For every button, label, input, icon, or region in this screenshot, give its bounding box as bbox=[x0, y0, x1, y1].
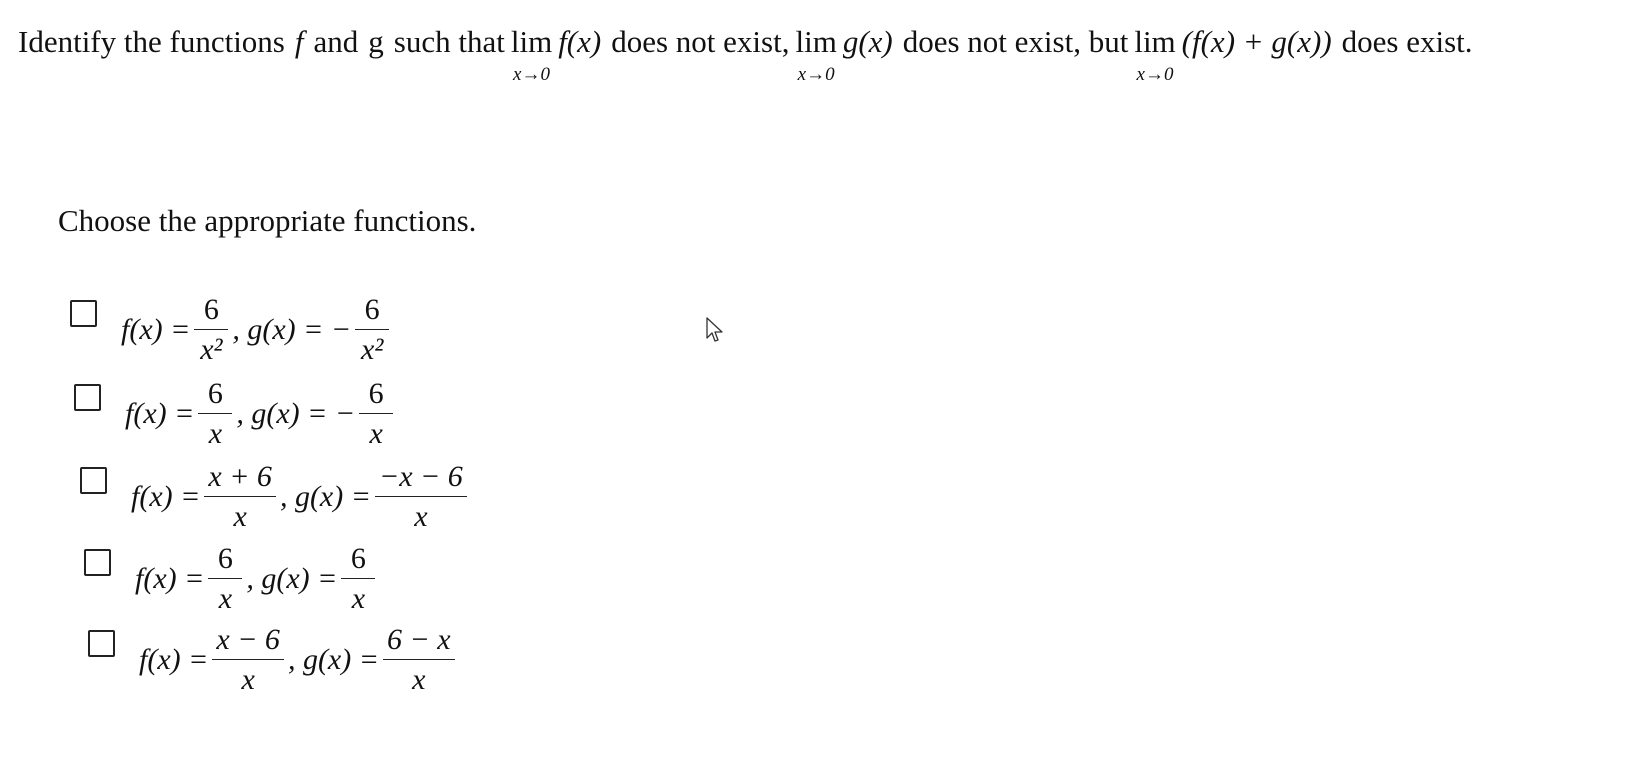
g-numerator: −x − 6 bbox=[375, 461, 467, 497]
f-numerator: x − 6 bbox=[212, 624, 284, 660]
g-denominator: x bbox=[369, 416, 383, 450]
question-text bbox=[18, 20, 1473, 84]
g-denominator: x bbox=[414, 499, 428, 533]
g-fraction bbox=[359, 378, 393, 449]
g-label: , g(x) = bbox=[279, 479, 371, 513]
lim-subscript: x→0 bbox=[1136, 64, 1174, 85]
g-label: , g(x) = bbox=[246, 561, 338, 595]
g-denominator: x bbox=[412, 662, 426, 696]
f-numerator: 6 bbox=[198, 378, 232, 414]
answer-option-4[interactable] bbox=[84, 543, 379, 614]
g-numerator: 6 − x bbox=[383, 624, 455, 660]
f-denominator: x bbox=[233, 499, 247, 533]
question-and: and bbox=[313, 24, 359, 59]
checkbox-unchecked-icon[interactable] bbox=[80, 467, 107, 494]
g-denominator: x² bbox=[361, 332, 384, 366]
f-denominator: x² bbox=[200, 332, 223, 366]
f-fraction bbox=[198, 378, 232, 449]
lim-word: lim bbox=[510, 24, 553, 59]
g-fraction bbox=[355, 294, 389, 365]
lim-subscript: x→0 bbox=[797, 64, 835, 85]
f-label: f(x) = bbox=[139, 642, 209, 676]
g-fraction bbox=[383, 624, 455, 695]
option-expression bbox=[135, 543, 379, 614]
question-dne2: does not exist, but bbox=[902, 24, 1129, 59]
option-expression bbox=[121, 294, 393, 365]
g-numerator: 6 bbox=[359, 378, 393, 414]
checkbox-unchecked-icon[interactable] bbox=[74, 384, 101, 411]
f-denominator: x bbox=[241, 662, 255, 696]
f-numerator: 6 bbox=[208, 543, 242, 579]
f-fraction bbox=[208, 543, 242, 614]
option-expression bbox=[131, 461, 471, 532]
g-label: , g(x) = − bbox=[236, 396, 356, 430]
question-such-that: such that bbox=[393, 24, 505, 59]
question-dne1: does not exist, bbox=[611, 24, 790, 59]
lim-word: lim bbox=[1134, 24, 1176, 59]
g-denominator: x bbox=[351, 581, 366, 615]
question-fx: f(x) bbox=[558, 24, 602, 59]
question-prefix: Identify the functions bbox=[18, 24, 285, 59]
checkbox-unchecked-icon[interactable] bbox=[70, 300, 97, 327]
answer-option-1[interactable] bbox=[70, 294, 393, 365]
limit-3 bbox=[1134, 20, 1175, 84]
prompt-text: Choose the appropriate functions. bbox=[58, 203, 477, 238]
f-denominator: x bbox=[218, 581, 233, 615]
question-g: g bbox=[368, 24, 384, 59]
g-numerator: 6 bbox=[355, 294, 389, 330]
checkbox-unchecked-icon[interactable] bbox=[88, 630, 115, 657]
question-f: f bbox=[294, 24, 304, 59]
f-label: f(x) = bbox=[135, 561, 205, 595]
g-label: , g(x) = − bbox=[232, 312, 352, 346]
f-label: f(x) = bbox=[125, 396, 195, 430]
f-numerator: 6 bbox=[194, 294, 228, 330]
g-label: , g(x) = bbox=[287, 642, 379, 676]
question-sum: (f(x) + g(x)) bbox=[1181, 24, 1332, 59]
answer-option-2[interactable] bbox=[74, 378, 397, 449]
f-label: f(x) = bbox=[121, 312, 191, 346]
f-fraction bbox=[194, 294, 228, 365]
g-fraction bbox=[341, 543, 375, 614]
answer-option-3[interactable] bbox=[80, 461, 471, 532]
checkbox-unchecked-icon[interactable] bbox=[84, 549, 111, 576]
question-exists: does exist. bbox=[1341, 24, 1473, 59]
limit-1 bbox=[511, 20, 552, 84]
f-fraction bbox=[212, 624, 284, 695]
g-fraction bbox=[375, 461, 467, 532]
f-denominator: x bbox=[208, 416, 223, 450]
question-gx: g(x) bbox=[842, 24, 893, 59]
limit-2 bbox=[795, 20, 836, 84]
f-fraction bbox=[204, 461, 276, 532]
answer-option-5[interactable] bbox=[88, 624, 459, 695]
option-expression bbox=[139, 624, 459, 695]
g-numerator: 6 bbox=[341, 543, 375, 579]
lim-subscript: x→0 bbox=[513, 64, 550, 85]
mouse-pointer-icon bbox=[705, 316, 725, 346]
option-expression bbox=[125, 378, 397, 449]
f-label: f(x) = bbox=[131, 479, 201, 513]
lim-word: lim bbox=[795, 24, 837, 59]
f-numerator: x + 6 bbox=[204, 461, 276, 497]
